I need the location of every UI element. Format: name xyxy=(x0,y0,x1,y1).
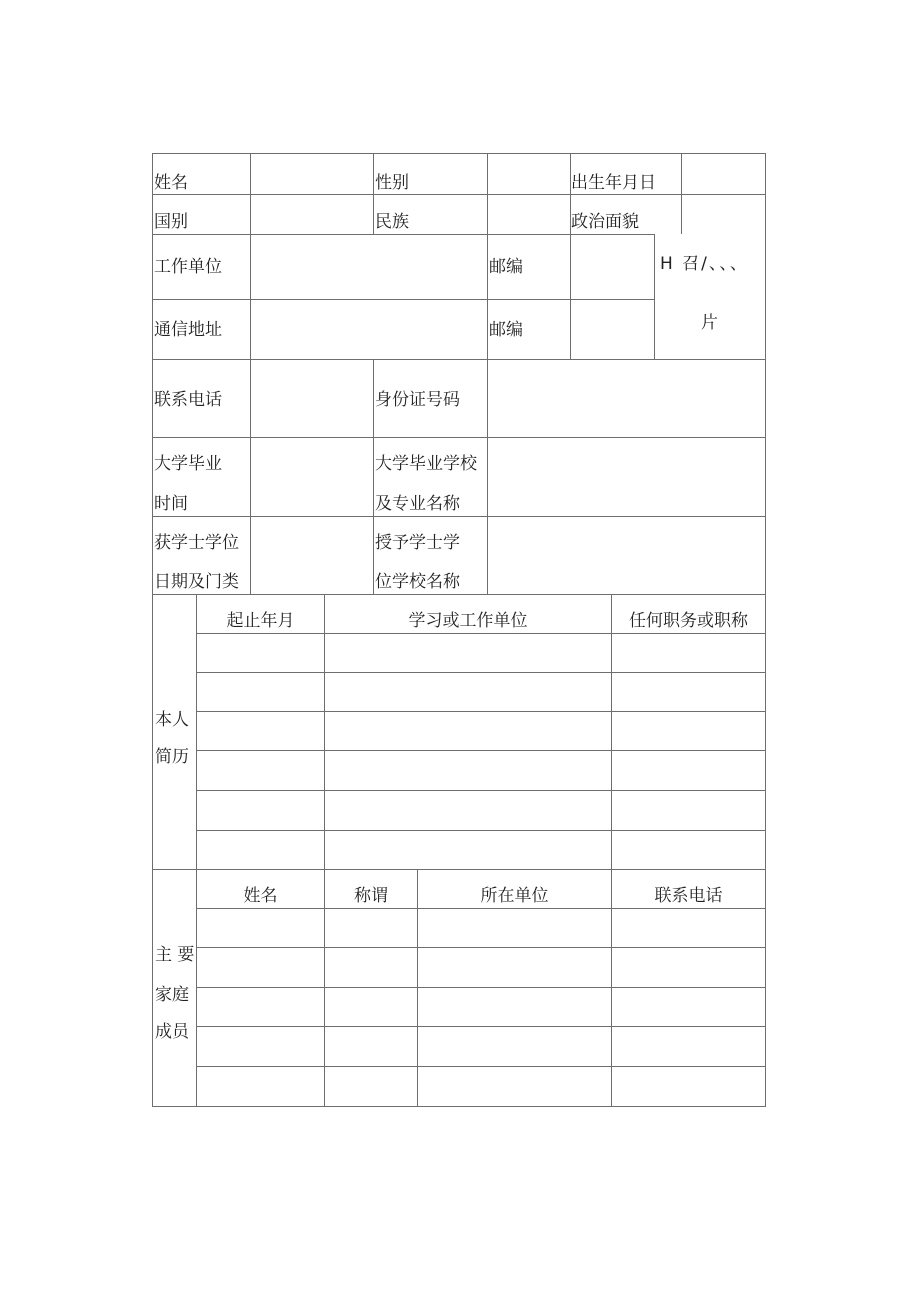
address-field[interactable] xyxy=(251,300,487,359)
nationality-field[interactable] xyxy=(251,195,373,234)
ethnicity-label: 民族 xyxy=(375,212,409,232)
resume-row[interactable] xyxy=(197,831,765,869)
gender-field[interactable] xyxy=(488,154,570,194)
rule xyxy=(152,194,766,195)
form-border-bottom xyxy=(152,1106,766,1107)
phone-label: 联系电话 xyxy=(154,390,222,410)
family-header-name: 姓名 xyxy=(243,886,278,906)
graduation-school-field[interactable] xyxy=(488,438,765,516)
form-border-left xyxy=(152,153,153,1107)
family-header-relation: 称谓 xyxy=(354,886,388,906)
resume-section-label-line2: 简历 xyxy=(155,747,189,767)
photo-label-line2: 片 xyxy=(701,313,718,333)
political-status-field[interactable] xyxy=(682,195,765,234)
photo-label-line1: H 召/、、、 xyxy=(660,254,749,274)
work-unit-label: 工作单位 xyxy=(154,257,222,277)
rule xyxy=(152,594,766,595)
id-number-label: 身份证号码 xyxy=(375,390,460,410)
gender-label: 性别 xyxy=(375,173,409,193)
family-row[interactable] xyxy=(197,1027,765,1066)
name-field[interactable] xyxy=(251,154,373,194)
degree-date-label-line2: 日期及门类 xyxy=(154,572,239,592)
resume-row[interactable] xyxy=(197,791,765,830)
address-postcode-field[interactable] xyxy=(571,300,654,359)
resume-header-period: 起止年月 xyxy=(226,611,295,631)
rule xyxy=(373,359,374,594)
degree-school-field[interactable] xyxy=(488,517,765,594)
family-header-phone: 联系电话 xyxy=(654,886,723,906)
family-section-label-line3: 成员 xyxy=(155,1022,189,1042)
graduation-time-label-line1: 大学毕业 xyxy=(154,454,222,474)
resume-header-unit: 学习或工作单位 xyxy=(408,611,528,631)
form-border-right xyxy=(765,153,766,1107)
resume-row[interactable] xyxy=(197,712,765,750)
rule xyxy=(152,869,766,870)
family-row[interactable] xyxy=(197,1067,765,1106)
birth-date-field[interactable] xyxy=(682,154,765,194)
rule xyxy=(373,153,374,234)
degree-school-label-line2: 位学校名称 xyxy=(375,572,460,592)
ethnicity-field[interactable] xyxy=(488,195,570,234)
family-row[interactable] xyxy=(197,909,765,947)
graduation-time-label-line2: 时间 xyxy=(154,494,188,514)
work-postcode-label: 邮编 xyxy=(489,257,523,277)
family-header-unit: 所在单位 xyxy=(480,886,549,906)
family-row[interactable] xyxy=(197,948,765,987)
resume-row[interactable] xyxy=(197,634,765,672)
birth-date-label: 出生年月日 xyxy=(571,173,656,193)
degree-date-field[interactable] xyxy=(251,517,373,594)
political-status-label: 政治面貌 xyxy=(571,212,639,232)
family-section-label-line1: 主 要 xyxy=(155,945,195,965)
address-postcode-label: 邮编 xyxy=(489,320,523,340)
resume-header-position: 任何职务或职称 xyxy=(629,611,748,631)
family-section-label-line2: 家庭 xyxy=(155,985,189,1005)
degree-date-label-line1: 获学士学位 xyxy=(154,533,239,553)
rule xyxy=(487,234,488,359)
work-postcode-field[interactable] xyxy=(571,235,654,299)
name-label: 姓名 xyxy=(154,173,188,193)
graduation-school-label-line1: 大学毕业学校 xyxy=(375,454,477,474)
graduation-time-field[interactable] xyxy=(251,438,373,516)
resume-section-label-line1: 本人 xyxy=(155,710,189,730)
degree-school-label-line1: 授予学士学 xyxy=(375,533,460,553)
resume-row[interactable] xyxy=(197,751,765,790)
form-border-top xyxy=(152,153,766,154)
id-number-field[interactable] xyxy=(488,360,765,437)
resume-row[interactable] xyxy=(197,673,765,711)
family-row[interactable] xyxy=(197,988,765,1026)
address-label: 通信地址 xyxy=(154,320,222,340)
nationality-label: 国别 xyxy=(154,212,188,232)
graduation-school-label-line2: 及专业名称 xyxy=(375,494,460,514)
work-unit-field[interactable] xyxy=(251,235,487,299)
registration-form xyxy=(152,153,766,1107)
phone-field[interactable] xyxy=(251,360,373,437)
